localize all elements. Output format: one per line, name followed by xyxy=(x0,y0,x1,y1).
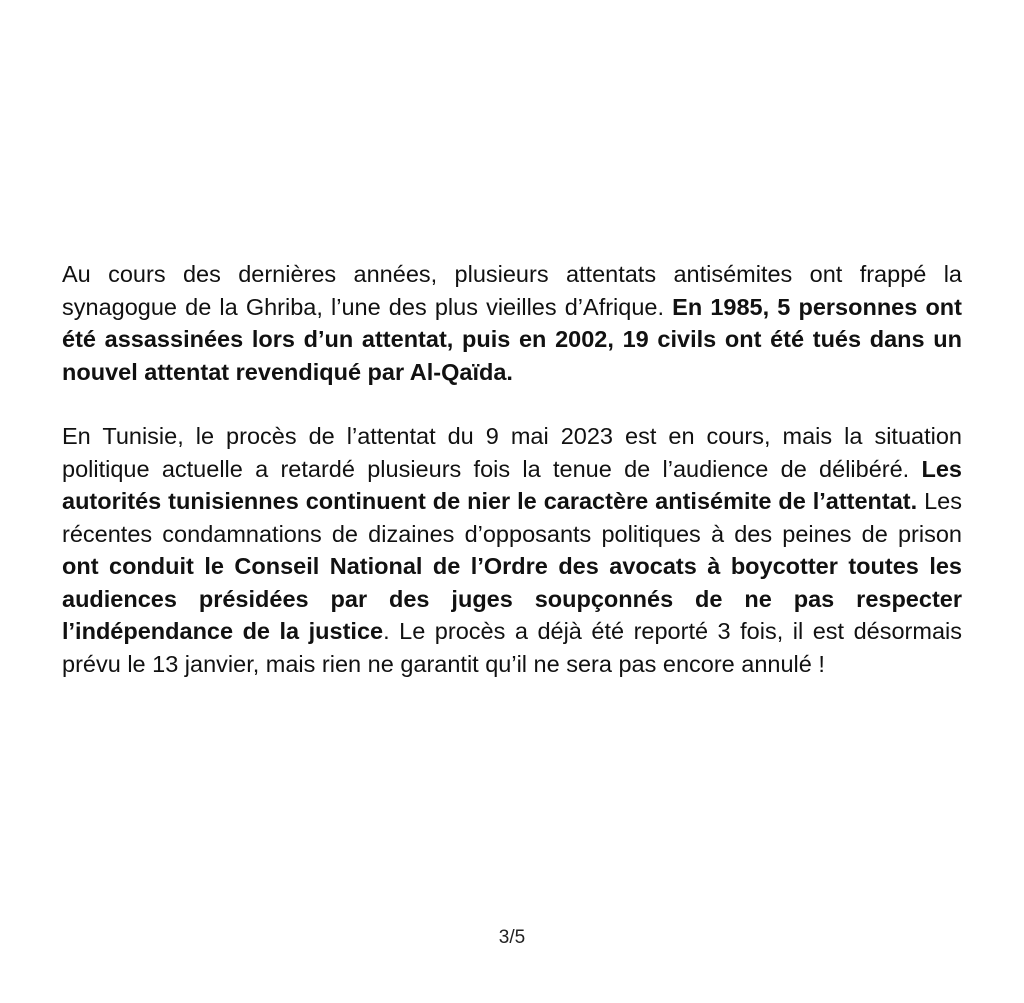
article-body xyxy=(62,258,962,680)
paragraph-2-segment-1: En Tunisie, le procès de l’attentat du 9 mai 2023 est en cours, mais la situation politique actuelle a retardé plusieurs fois la tenue de l’audience de délibéré. xyxy=(62,423,962,482)
paragraph-2-segment-4-bold: ont conduit le Conseil National de l’Ordre des avocats à boycotter toutes les audiences présidées par des juges soupçonnés de ne pas respecter l’indépendance de la justice xyxy=(62,553,962,644)
paragraph-ghriba-history xyxy=(62,258,962,388)
paragraph-trial-status xyxy=(62,420,962,680)
paragraph-2-segment-2-bold: Les autorités tunisiennes continuent de nier le caractère antisémite de l’attentat. xyxy=(62,455,962,514)
paragraph-2-segment-3: Les récentes condamnations de dizaines d’opposants politiques à des peines de prison xyxy=(62,488,963,547)
paragraph-1-segment-1: Au cours des dernières années, plusieurs attentats antisémites ont frappé la synagogue de la Ghriba, l’une des plus vieilles d’Afrique. xyxy=(62,261,962,320)
page-number: 3/5 xyxy=(498,927,526,948)
paragraph-1-segment-2-bold: En 1985, 5 personnes ont été assassinées lors d’un attentat, puis en 2002, 19 civils ont été tués dans un nouvel attentat revendiqué par Al-Qaïda. xyxy=(62,293,962,385)
paragraph-2-segment-5: . Le procès a déjà été reporté 3 fois, il est désormais prévu le 13 janvier, mais rien ne garantit qu’il ne sera pas encore annulé ! xyxy=(62,618,962,677)
